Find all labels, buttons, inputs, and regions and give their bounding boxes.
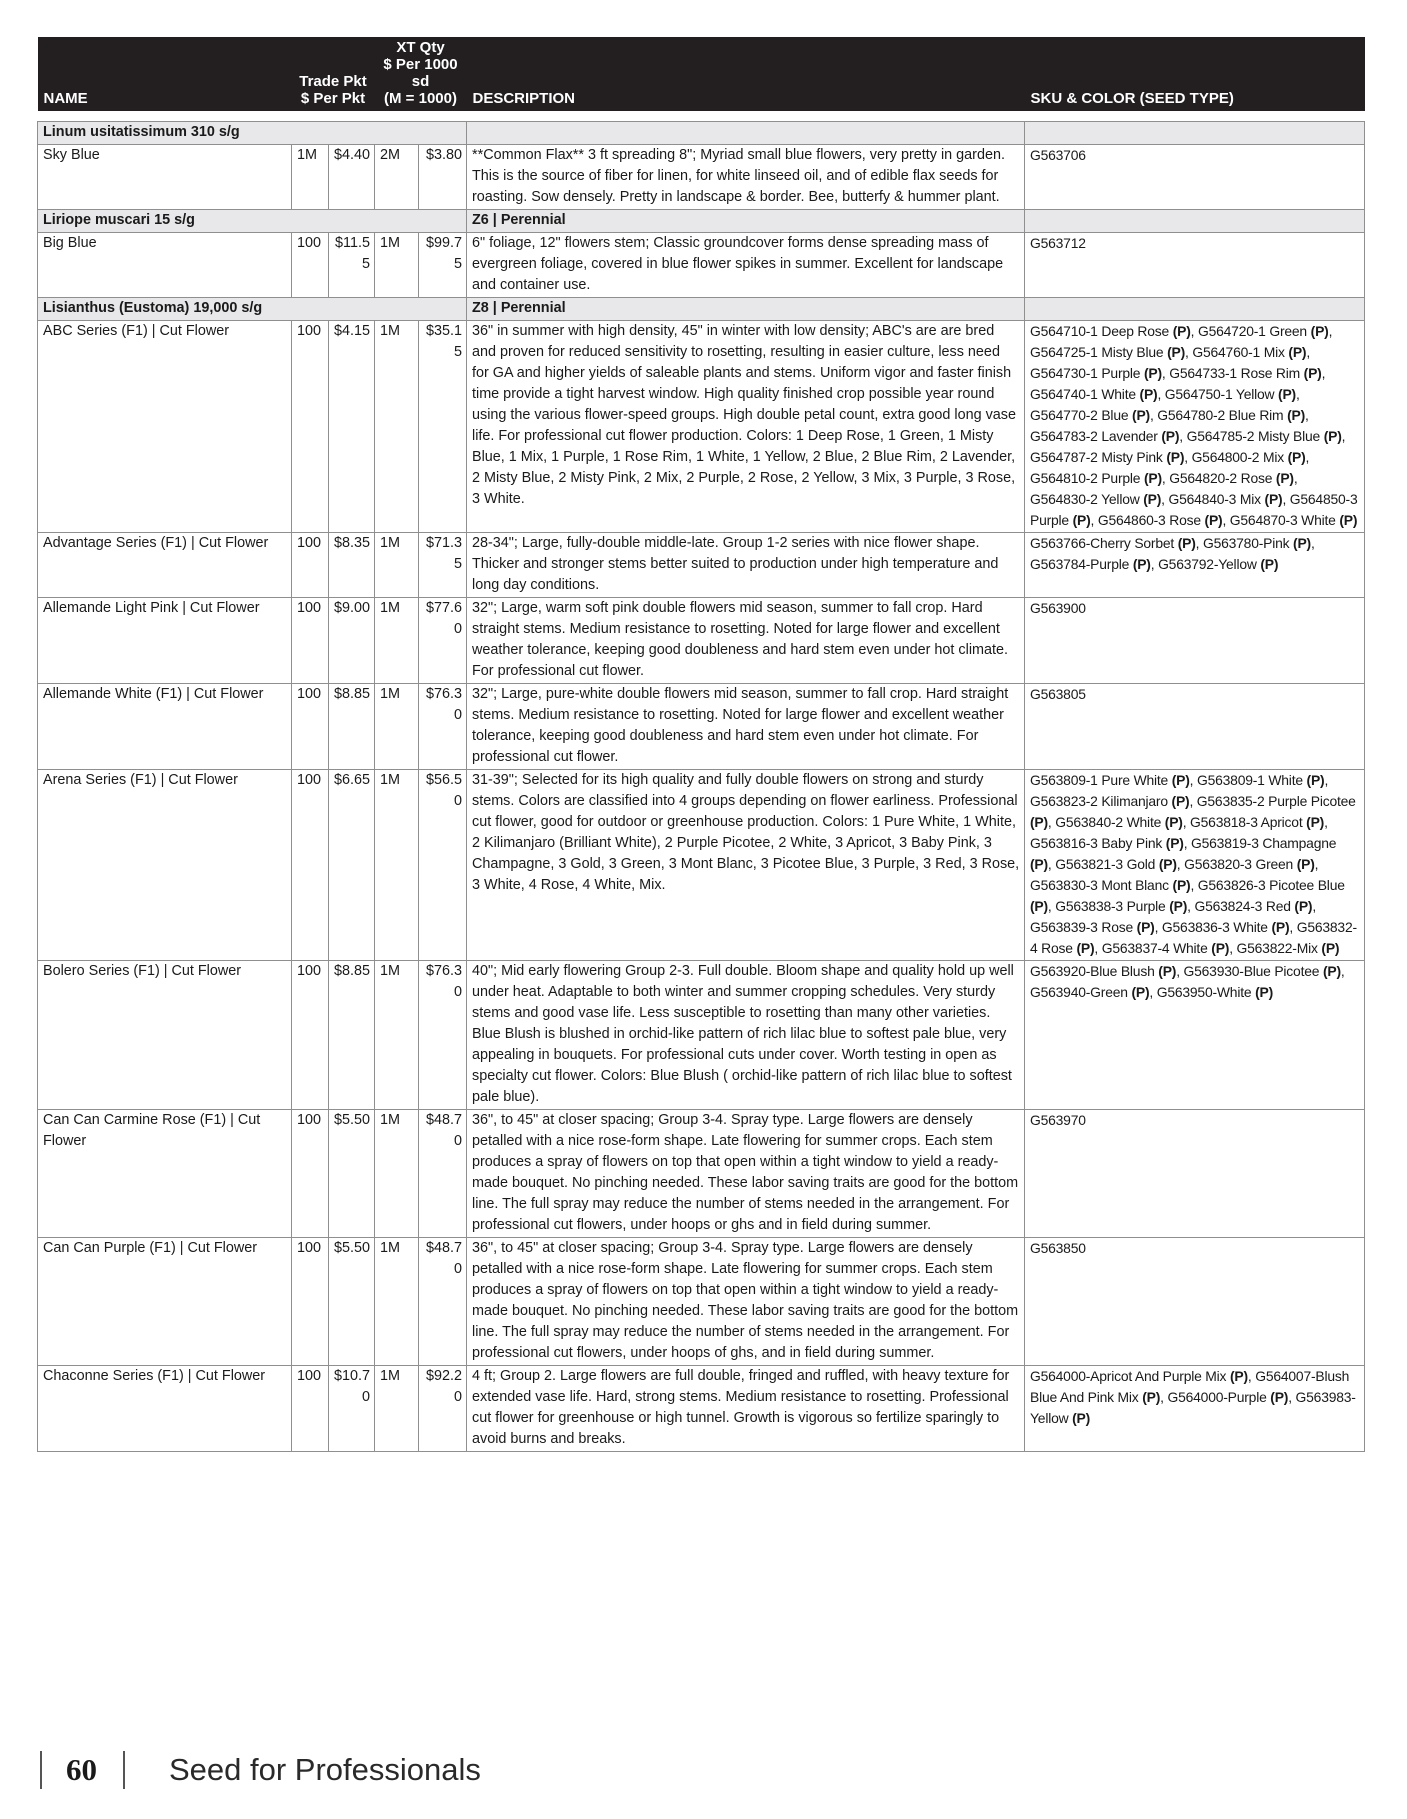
sku-entry [1102, 940, 1229, 956]
trade-pkt-size: 100 [292, 961, 329, 1110]
sku-code: G564710-1 Deep Rose [1030, 323, 1170, 339]
sku-code: G563837-4 White [1101, 940, 1208, 956]
trade-pkt-size: 100 [292, 770, 329, 961]
seed-type-pelleted: (P) [1306, 814, 1325, 830]
genus-zone [467, 122, 1025, 145]
sku-entry [1157, 407, 1305, 423]
seed-type-pelleted: (P) [1030, 856, 1048, 872]
sku-code: G563850 [1030, 1240, 1086, 1256]
genus-name: Lisianthus (Eustoma) 19,000 s/g [38, 298, 467, 321]
seed-type-pelleted: (P) [1306, 772, 1325, 788]
product-table [37, 37, 1365, 1452]
variety-name: Allemande White (F1) | Cut Flower [38, 684, 292, 770]
sku-code: G563823-2 Kilimanjaro [1030, 793, 1168, 809]
xt-qty-size: 1M [375, 770, 419, 961]
variety-description: 36", to 45" at closer spacing; Group 3-4. Spray type. Large flowers are densely petalled with a nice rose-form shape. Late flowering for summer crops. Each stem produces a spray of flowers on top that open within a tight window to yield a ready-made bouquet. No pinching needed. These labor saving traits are good for the bottom line. The full spray may reduce the number of stems needed in the arrangement. For professional cut flowers, under hoops of ghs, and in field during summer. [467, 1238, 1025, 1366]
sku-entry [1030, 877, 1190, 893]
variety-description: 36" in summer with high density, 45" in winter with low density; ABC's are are bred and proven for reduced sensitivity to rosetting, resulting in easier culture, less need for GA and higher yields of saleable plants and stems. Uniform vigor and faster finish time provide a tight harvest window. High quality finished crop possible year round using the various flower-speed groups. High double petal count, extra good long vase life. For professional cut flower production. Colors: 1 Deep Rose, 1 Green, 1 Misty Blue, 1 Mix, 1 Purple, 1 Rose Rim, 1 White, 1 Yellow, 2 Blue, 2 Blue Rim, 2 Lavender, 2 Misty Blue, 2 Misty Pink, 2 Mix, 2 Purple, 2 Rose, 2 Yellow, 3 Mix, 3 Purple, 3 Rose, 3 White. [467, 321, 1025, 533]
sku-code: G564725-1 Misty Blue [1030, 344, 1164, 360]
seed-type-pelleted: (P) [1132, 556, 1151, 572]
table-row [38, 961, 1365, 1110]
seed-type-pelleted: (P) [1072, 512, 1091, 528]
seed-type-pelleted: (P) [1288, 344, 1307, 360]
seed-type-pelleted: (P) [1287, 407, 1306, 423]
seed-type-pelleted: (P) [1143, 491, 1162, 507]
sku-code: G563766-Cherry Sorbet [1030, 535, 1175, 551]
sku-code: G564860-3 Rose [1097, 512, 1201, 528]
sku-list [1025, 1238, 1365, 1366]
variety-name: ABC Series (F1) | Cut Flower [38, 321, 292, 533]
trade-pkt-price: $4.40 [329, 145, 375, 210]
sku-code: G564760-1 Mix [1192, 344, 1285, 360]
seed-type-pelleted: (P) [1323, 428, 1342, 444]
header-trade-pkt [292, 37, 375, 111]
trade-pkt-price: $10.70 [329, 1366, 375, 1452]
seed-type-pelleted: (P) [1072, 1410, 1091, 1426]
sku-entry [1030, 919, 1155, 935]
xt-qty-price: $77.60 [419, 598, 467, 684]
sku-entry [1030, 428, 1179, 444]
seed-type-pelleted: (P) [1167, 344, 1186, 360]
trade-pkt-price: $5.50 [329, 1238, 375, 1366]
sku-list: G563920-Blue Blush (P), G563930-Blue Picotee (P), G563940-Green (P), G563950-White (P) [1025, 961, 1365, 1110]
sku-code: G564787-2 Misty Pink [1030, 449, 1163, 465]
sku-entry [1030, 600, 1086, 616]
sku-entry [1098, 512, 1223, 528]
seed-type-pelleted: (P) [1166, 449, 1185, 465]
xt-qty-price: $35.15 [419, 321, 467, 533]
xt-qty-size: 1M [375, 961, 419, 1110]
seed-type-pelleted: (P) [1229, 1368, 1248, 1384]
sku-code: G563819-3 Champagne [1191, 835, 1337, 851]
sku-list: G564000-Apricot And Purple Mix (P), G564007-Blush Blue And Pink Mix (P), G564000-Purple (P), G563983-Yellow (P) [1025, 1366, 1365, 1452]
table-row [38, 598, 1365, 684]
sku-code: G563950-White [1156, 984, 1252, 1000]
seed-type-pelleted: (P) [1293, 535, 1311, 551]
trade-pkt-size: 100 [292, 233, 329, 298]
sku-entry [1030, 1368, 1248, 1384]
xt-qty-price: $56.50 [419, 770, 467, 961]
sku-entry [1237, 940, 1340, 956]
sku-entry [1030, 963, 1176, 979]
genus-row [38, 210, 1365, 233]
xt-qty-price: $99.75 [419, 233, 467, 298]
sku-code: G563712 [1030, 235, 1086, 251]
trade-pkt-price: $8.85 [329, 961, 375, 1110]
seed-type-pelleted: (P) [1165, 835, 1184, 851]
table-row [38, 533, 1365, 598]
seed-type-pelleted: (P) [1030, 814, 1048, 830]
trade-pkt-price: $6.65 [329, 770, 375, 961]
seed-type-pelleted: (P) [1255, 984, 1274, 1000]
sku-code: G563706 [1030, 147, 1086, 163]
header-trade-pkt-line2: $ Per Pkt [300, 90, 366, 107]
sku-code: G563805 [1030, 686, 1086, 702]
variety-name: Allemande Light Pink | Cut Flower [38, 598, 292, 684]
sku-entry [1030, 147, 1086, 163]
page-footer [40, 1750, 481, 1790]
xt-qty-size: 1M [375, 321, 419, 533]
sku-code: G563826-3 Picotee Blue [1197, 877, 1345, 893]
seed-type-pelleted: (P) [1294, 898, 1313, 914]
table-row [38, 770, 1365, 961]
xt-qty-size: 1M [375, 598, 419, 684]
sku-entry [1162, 919, 1289, 935]
xt-qty-size: 1M [375, 1366, 419, 1452]
sku-code: G564850-3 Purple [1030, 491, 1358, 528]
sku-code: G563983-Yellow [1030, 1389, 1356, 1426]
seed-type-pelleted: (P) [1164, 814, 1183, 830]
sku-entry [1030, 556, 1151, 572]
variety-name: Arena Series (F1) | Cut Flower [38, 770, 292, 961]
sku-code: G564800-2 Mix [1191, 449, 1284, 465]
seed-type-pelleted: (P) [1131, 984, 1150, 1000]
variety-description: 32"; Large, pure-white double flowers mid season, summer to fall crop. Hard straight stems. Medium resistance to rosetting. Noted for large flower and excellent weather tolerance, keeping good doubleness and hard stem even under hot climate. For professional cut flower. [467, 684, 1025, 770]
trade-pkt-price: $5.50 [329, 1110, 375, 1238]
sku-entry [1030, 323, 1191, 339]
sku-entry [1198, 323, 1329, 339]
variety-description: **Common Flax** 3 ft spreading 8"; Myriad small blue flowers, very pretty in garden. This is the source of fiber for linen, for white linseed oil, and of edible flax seeds for roasting. Sow densely. Pretty in landscape & border. Bee, butterfy & hummer plant. [467, 145, 1025, 210]
sku-code: G563836-3 White [1161, 919, 1268, 935]
seed-type-pelleted: (P) [1287, 449, 1306, 465]
sku-code: G564000-Purple [1167, 1389, 1267, 1405]
sku-list [1025, 145, 1365, 210]
table-row [38, 684, 1365, 770]
sku-entry [1030, 772, 1190, 788]
sku-code: G564770-2 Blue [1030, 407, 1129, 423]
seed-type-pelleted: (P) [1132, 407, 1150, 423]
sku-code: G564830-2 Yellow [1030, 491, 1140, 507]
sku-entry [1165, 386, 1296, 402]
xt-qty-price: $76.30 [419, 961, 467, 1110]
genus-zone: Z6 | Perennial [467, 210, 1025, 233]
sku-entry [1030, 535, 1196, 551]
xt-qty-price: $71.35 [419, 533, 467, 598]
sku-code: G563784-Purple [1030, 556, 1130, 572]
sku-code: G563930-Blue Picotee [1183, 963, 1320, 979]
trade-pkt-price: $8.35 [329, 533, 375, 598]
variety-description: 28-34"; Large, fully-double middle-late. Group 1-2 series with nice flower shape. Thicker and stronger stems better suited to production under high temperature and long day conditions. [467, 533, 1025, 598]
seed-type-pelleted: (P) [1260, 556, 1279, 572]
xt-qty-price: $3.80 [419, 145, 467, 210]
sku-list [1025, 684, 1365, 770]
header-spacer [38, 111, 1365, 122]
sku-code: G563832-4 Rose [1030, 919, 1357, 956]
seed-type-pelleted: (P) [1171, 772, 1190, 788]
genus-name: Liriope muscari 15 s/g [38, 210, 467, 233]
sku-list: G563809-1 Pure White (P), G563809-1 White (P), G563823-2 Kilimanjaro (P), G563835-2 Purple Picotee (P), G563840-2 White (P), G563818-3 Apricot (P), G563816-3 Baby Pink (P), G563819-3 Champagne (P), G563821-3 Gold (P), G563820-3 Green (P), G563830-3 Mont Blanc (P), G563826-3 Picotee Blue (P), G563838-3 Purple (P), G563824-3 Red (P), G563839-3 Rose (P), G563836-3 White (P), G563832-4 Rose (P), G563837-4 White (P), G563822-Mix (P) [1025, 770, 1365, 961]
seed-type-pelleted: (P) [1158, 856, 1177, 872]
variety-description: 31-39"; Selected for its high quality and fully double flowers on strong and sturdy stems. Colors are classified into 4 groups depending on flower earliness. Professional cut flower, good for outdoor or greenhouse production. Colors: 1 Pure White, 1 White, 2 Kilimanjaro (Brilliant White), 2 Purple Picotee, 2 White, 3 Apricot, 3 Baby Pink, 3 Champagne, 3 Gold, 3 Green, 3 Mont Blanc, 3 Picotee Blue, 3 Purple, 3 Red, 3 Rose, 3 White, 4 Rose, 4 White, Mix. [467, 770, 1025, 961]
header-xt-qty-line1: XT Qty [396, 39, 445, 56]
seed-type-pelleted: (P) [1321, 940, 1340, 956]
sku-entry [1055, 814, 1182, 830]
sku-code: G564810-2 Purple [1030, 470, 1141, 486]
sku-code: G563820-3 Green [1184, 856, 1294, 872]
seed-type-pelleted: (P) [1204, 512, 1223, 528]
sku-code: G563821-3 Gold [1055, 856, 1156, 872]
spacer-cell [38, 111, 1365, 122]
sku-entry [1030, 984, 1149, 1000]
table-row [38, 1366, 1365, 1452]
seed-type-pelleted: (P) [1275, 470, 1294, 486]
sku-code: G564840-3 Mix [1168, 491, 1261, 507]
seed-type-pelleted: (P) [1030, 898, 1048, 914]
header-xt-qty-line3: (M = 1000) [384, 90, 457, 107]
xt-qty-size: 1M [375, 533, 419, 598]
sku-code: G564720-1 Green [1197, 323, 1307, 339]
variety-name: Advantage Series (F1) | Cut Flower [38, 533, 292, 598]
variety-name: Sky Blue [38, 145, 292, 210]
seed-type-pelleted: (P) [1339, 512, 1358, 528]
xt-qty-price: $48.70 [419, 1110, 467, 1238]
sku-code: G564785-2 Misty Blue [1186, 428, 1321, 444]
sku-entry [1030, 386, 1157, 402]
sku-entry [1055, 856, 1177, 872]
table-row [38, 321, 1365, 533]
variety-name: Can Can Purple (F1) | Cut Flower [38, 1238, 292, 1366]
genus-sku-blank [1025, 298, 1365, 321]
sku-entry [1030, 344, 1185, 360]
sku-code: G563822-Mix [1236, 940, 1318, 956]
xt-qty-price: $76.30 [419, 684, 467, 770]
genus-row [38, 298, 1365, 321]
sku-code: G563920-Blue Blush [1030, 963, 1155, 979]
sku-entry [1187, 428, 1342, 444]
page-number: 60 [66, 1752, 97, 1787]
seed-type-pelleted: (P) [1171, 793, 1190, 809]
variety-name: Bolero Series (F1) | Cut Flower [38, 961, 292, 1110]
table-row [38, 145, 1365, 210]
sku-list: G564710-1 Deep Rose (P), G564720-1 Green (P), G564725-1 Misty Blue (P), G564760-1 Mix (P), G564730-1 Purple (P), G564733-1 Rose Rim (P), G564740-1 White (P), G564750-1 Yellow (P), G564770-2 Blue (P), G564780-2 Blue Rim (P), G564783-2 Lavender (P), G564785-2 Misty Blue (P), G564787-2 Misty Pink (P), G564800-2 Mix (P), G564810-2 Purple (P), G564820-2 Rose (P), G564830-2 Yellow (P), G564840-3 Mix (P), G564850-3 Purple (P), G564860-3 Rose (P), G564870-3 White (P) [1025, 321, 1365, 533]
trade-pkt-size: 100 [292, 684, 329, 770]
header-description: DESCRIPTION [467, 37, 1025, 111]
seed-type-pelleted: (P) [1144, 470, 1162, 486]
sku-code: G564820-2 Rose [1169, 470, 1273, 486]
sku-entry [1197, 772, 1324, 788]
header-name: NAME [38, 37, 292, 111]
seed-type-pelleted: (P) [1076, 940, 1095, 956]
sku-entry [1184, 856, 1315, 872]
sku-entry [1030, 365, 1162, 381]
sku-code: G563835-2 Purple Picotee [1196, 793, 1356, 809]
sku-entry [1184, 963, 1341, 979]
sku-entry [1055, 898, 1187, 914]
sku-list: G563766-Cherry Sorbet (P), G563780-Pink (P), G563784-Purple (P), G563792-Yellow (P) [1025, 533, 1365, 598]
variety-description: 6" foliage, 12" flowers stem; Classic groundcover forms dense spreading mass of evergreen foliage, covered in blue flower spikes in summer. Excellent for landscape and container use. [467, 233, 1025, 298]
trade-pkt-size: 100 [292, 1238, 329, 1366]
sku-code: G564780-2 Blue Rim [1157, 407, 1284, 423]
trade-pkt-price: $4.15 [329, 321, 375, 533]
sku-entry [1192, 344, 1306, 360]
sku-entry [1168, 491, 1282, 507]
sku-code: G563792-Yellow [1158, 556, 1257, 572]
xt-qty-price: $92.20 [419, 1366, 467, 1452]
seed-type-pelleted: (P) [1278, 386, 1296, 402]
sku-code: G563900 [1030, 600, 1086, 616]
seed-type-pelleted: (P) [1172, 877, 1191, 893]
sku-entry [1192, 449, 1306, 465]
seed-type-pelleted: (P) [1161, 428, 1180, 444]
xt-qty-size: 1M [375, 1238, 419, 1366]
sku-entry [1230, 512, 1357, 528]
sku-code: G564870-3 White [1229, 512, 1336, 528]
seed-type-pelleted: (P) [1264, 491, 1283, 507]
xt-qty-size: 1M [375, 684, 419, 770]
sku-entry [1195, 898, 1313, 914]
sku-entry [1157, 984, 1273, 1000]
sku-entry [1030, 470, 1162, 486]
sku-list [1025, 598, 1365, 684]
trade-pkt-size: 100 [292, 533, 329, 598]
genus-row [38, 122, 1365, 145]
seed-type-pelleted: (P) [1169, 898, 1188, 914]
seed-type-pelleted: (P) [1270, 1389, 1289, 1405]
sku-entry [1030, 793, 1189, 809]
trade-pkt-size: 100 [292, 321, 329, 533]
sku-code: G563824-3 Red [1194, 898, 1291, 914]
sku-entry [1030, 686, 1086, 702]
sku-code: G563816-3 Baby Pink [1030, 835, 1163, 851]
sku-code: G563830-3 Mont Blanc [1030, 877, 1169, 893]
sku-code: G563780-Pink [1202, 535, 1290, 551]
header-xt-qty-line2: $ Per 1000 sd [383, 56, 458, 90]
trade-pkt-size: 100 [292, 598, 329, 684]
variety-description: 40"; Mid early flowering Group 2-3. Full double. Bloom shape and quality hold up well under heat. Adaptable to both winter and summer cropping schedules. Very sturdy stems and good vase life. Less susceptible to rosetting than many other varieties. Blue Blush is blushed in orchid-like pattern of rich lilac blue to softest pale blue, very appealing in bouquets. For professional cuts under cover. Worth testing in open as specialty cut flower. Colors: Blue Blush ( orchid-like pattern of rich lilac blue to softest pale blue). [467, 961, 1025, 1110]
sku-code: G564000-Apricot And Purple Mix [1030, 1368, 1227, 1384]
trade-pkt-size: 100 [292, 1110, 329, 1238]
sku-entry [1030, 407, 1150, 423]
trade-pkt-price: $11.55 [329, 233, 375, 298]
sku-list [1025, 1110, 1365, 1238]
genus-sku-blank [1025, 122, 1365, 145]
sku-entry [1190, 814, 1324, 830]
genus-zone: Z8 | Perennial [467, 298, 1025, 321]
variety-description: 4 ft; Group 2. Large flowers are full double, fringed and ruffled, with heavy texture for extended vase life. Hard, strong stems. Medium resistance to rosetting. Professional cut flower for greenhouse or high tunnel. Growth is vigorous so fertilize sparingly to avoid burns and breaks. [467, 1366, 1025, 1452]
genus-sku-blank [1025, 210, 1365, 233]
sku-entry [1203, 535, 1311, 551]
seed-type-pelleted: (P) [1271, 919, 1290, 935]
sku-entry [1169, 470, 1294, 486]
header-trade-pkt-line1: Trade Pkt [299, 73, 367, 90]
table-header-row [38, 37, 1365, 111]
xt-qty-price: $48.70 [419, 1238, 467, 1366]
sku-entry [1030, 235, 1086, 251]
sku-code: G564007-Blush Blue And Pink Mix [1030, 1368, 1350, 1405]
sku-code: G563809-1 Pure White [1030, 772, 1169, 788]
publication-title: Seed for Professionals [169, 1752, 481, 1787]
xt-qty-size: 2M [375, 145, 419, 210]
seed-type-pelleted: (P) [1144, 365, 1162, 381]
seed-type-pelleted: (P) [1139, 386, 1158, 402]
variety-name: Can Can Carmine Rose (F1) | Cut Flower [38, 1110, 292, 1238]
seed-type-pelleted: (P) [1142, 1389, 1161, 1405]
xt-qty-size: 1M [375, 233, 419, 298]
seed-type-pelleted: (P) [1211, 940, 1230, 956]
header-xt-qty [375, 37, 467, 111]
seed-type-pelleted: (P) [1296, 856, 1315, 872]
xt-qty-size: 1M [375, 1110, 419, 1238]
header-sku: SKU & COLOR (SEED TYPE) [1025, 37, 1365, 111]
sku-code: G563840-2 White [1055, 814, 1162, 830]
sku-entry [1030, 1112, 1086, 1128]
table-row [38, 1110, 1365, 1238]
sku-code: G564733-1 Rose Rim [1169, 365, 1300, 381]
seed-type-pelleted: (P) [1136, 919, 1155, 935]
trade-pkt-price: $8.85 [329, 684, 375, 770]
variety-name: Chaconne Series (F1) | Cut Flower [38, 1366, 292, 1452]
sku-code: G564740-1 White [1030, 386, 1136, 402]
sku-code: G563940-Green [1030, 984, 1128, 1000]
variety-name: Big Blue [38, 233, 292, 298]
sku-entry [1169, 365, 1321, 381]
sku-code: G564730-1 Purple [1030, 365, 1141, 381]
sku-code: G563818-3 Apricot [1190, 814, 1303, 830]
variety-description: 32"; Large, warm soft pink double flowers mid season, summer to fall crop. Hard straight stems. Medium resistance to rosetting. Noted for large flower and excellent weather tolerance, keeping good doubleness and hard stem even under hot climate. For professional cut flower. [467, 598, 1025, 684]
sku-entry [1158, 556, 1278, 572]
sku-list [1025, 233, 1365, 298]
sku-entry [1030, 1240, 1086, 1256]
variety-description: 36", to 45" at closer spacing; Group 3-4. Spray type. Large flowers are densely petalled with a nice rose-form shape. Late flowering for summer crops. Each stem produces a spray of flowers on top that open within a tight window to yield a ready-made bouquet. No pinching needed. These labor saving traits are good for the bottom line. The full spray may reduce the number of stems needed in the arrangement. For professional cut flowers, under hoops or ghs and in field during summer. [467, 1110, 1025, 1238]
sku-code: G563839-3 Rose [1030, 919, 1133, 935]
table-row [38, 233, 1365, 298]
trade-pkt-size: 100 [292, 1366, 329, 1452]
seed-type-pelleted: (P) [1322, 963, 1341, 979]
seed-type-pelleted: (P) [1303, 365, 1322, 381]
sku-entry [1030, 449, 1184, 465]
trade-pkt-size: 1M [292, 145, 329, 210]
seed-type-pelleted: (P) [1172, 323, 1191, 339]
sku-code: G563838-3 Purple [1055, 898, 1166, 914]
table-row [38, 1238, 1365, 1366]
trade-pkt-price: $9.00 [329, 598, 375, 684]
sku-code: G564750-1 Yellow [1164, 386, 1275, 402]
genus-name: Linum usitatissimum 310 s/g [38, 122, 467, 145]
seed-type-pelleted: (P) [1310, 323, 1329, 339]
table-body [38, 111, 1365, 1452]
seed-type-pelleted: (P) [1158, 963, 1177, 979]
seed-type-pelleted: (P) [1177, 535, 1196, 551]
sku-code: G563970 [1030, 1112, 1086, 1128]
sku-code: G563809-1 White [1197, 772, 1303, 788]
sku-entry [1030, 835, 1184, 851]
sku-entry [1030, 491, 1161, 507]
sku-code: G564783-2 Lavender [1030, 428, 1158, 444]
sku-entry [1167, 1389, 1288, 1405]
